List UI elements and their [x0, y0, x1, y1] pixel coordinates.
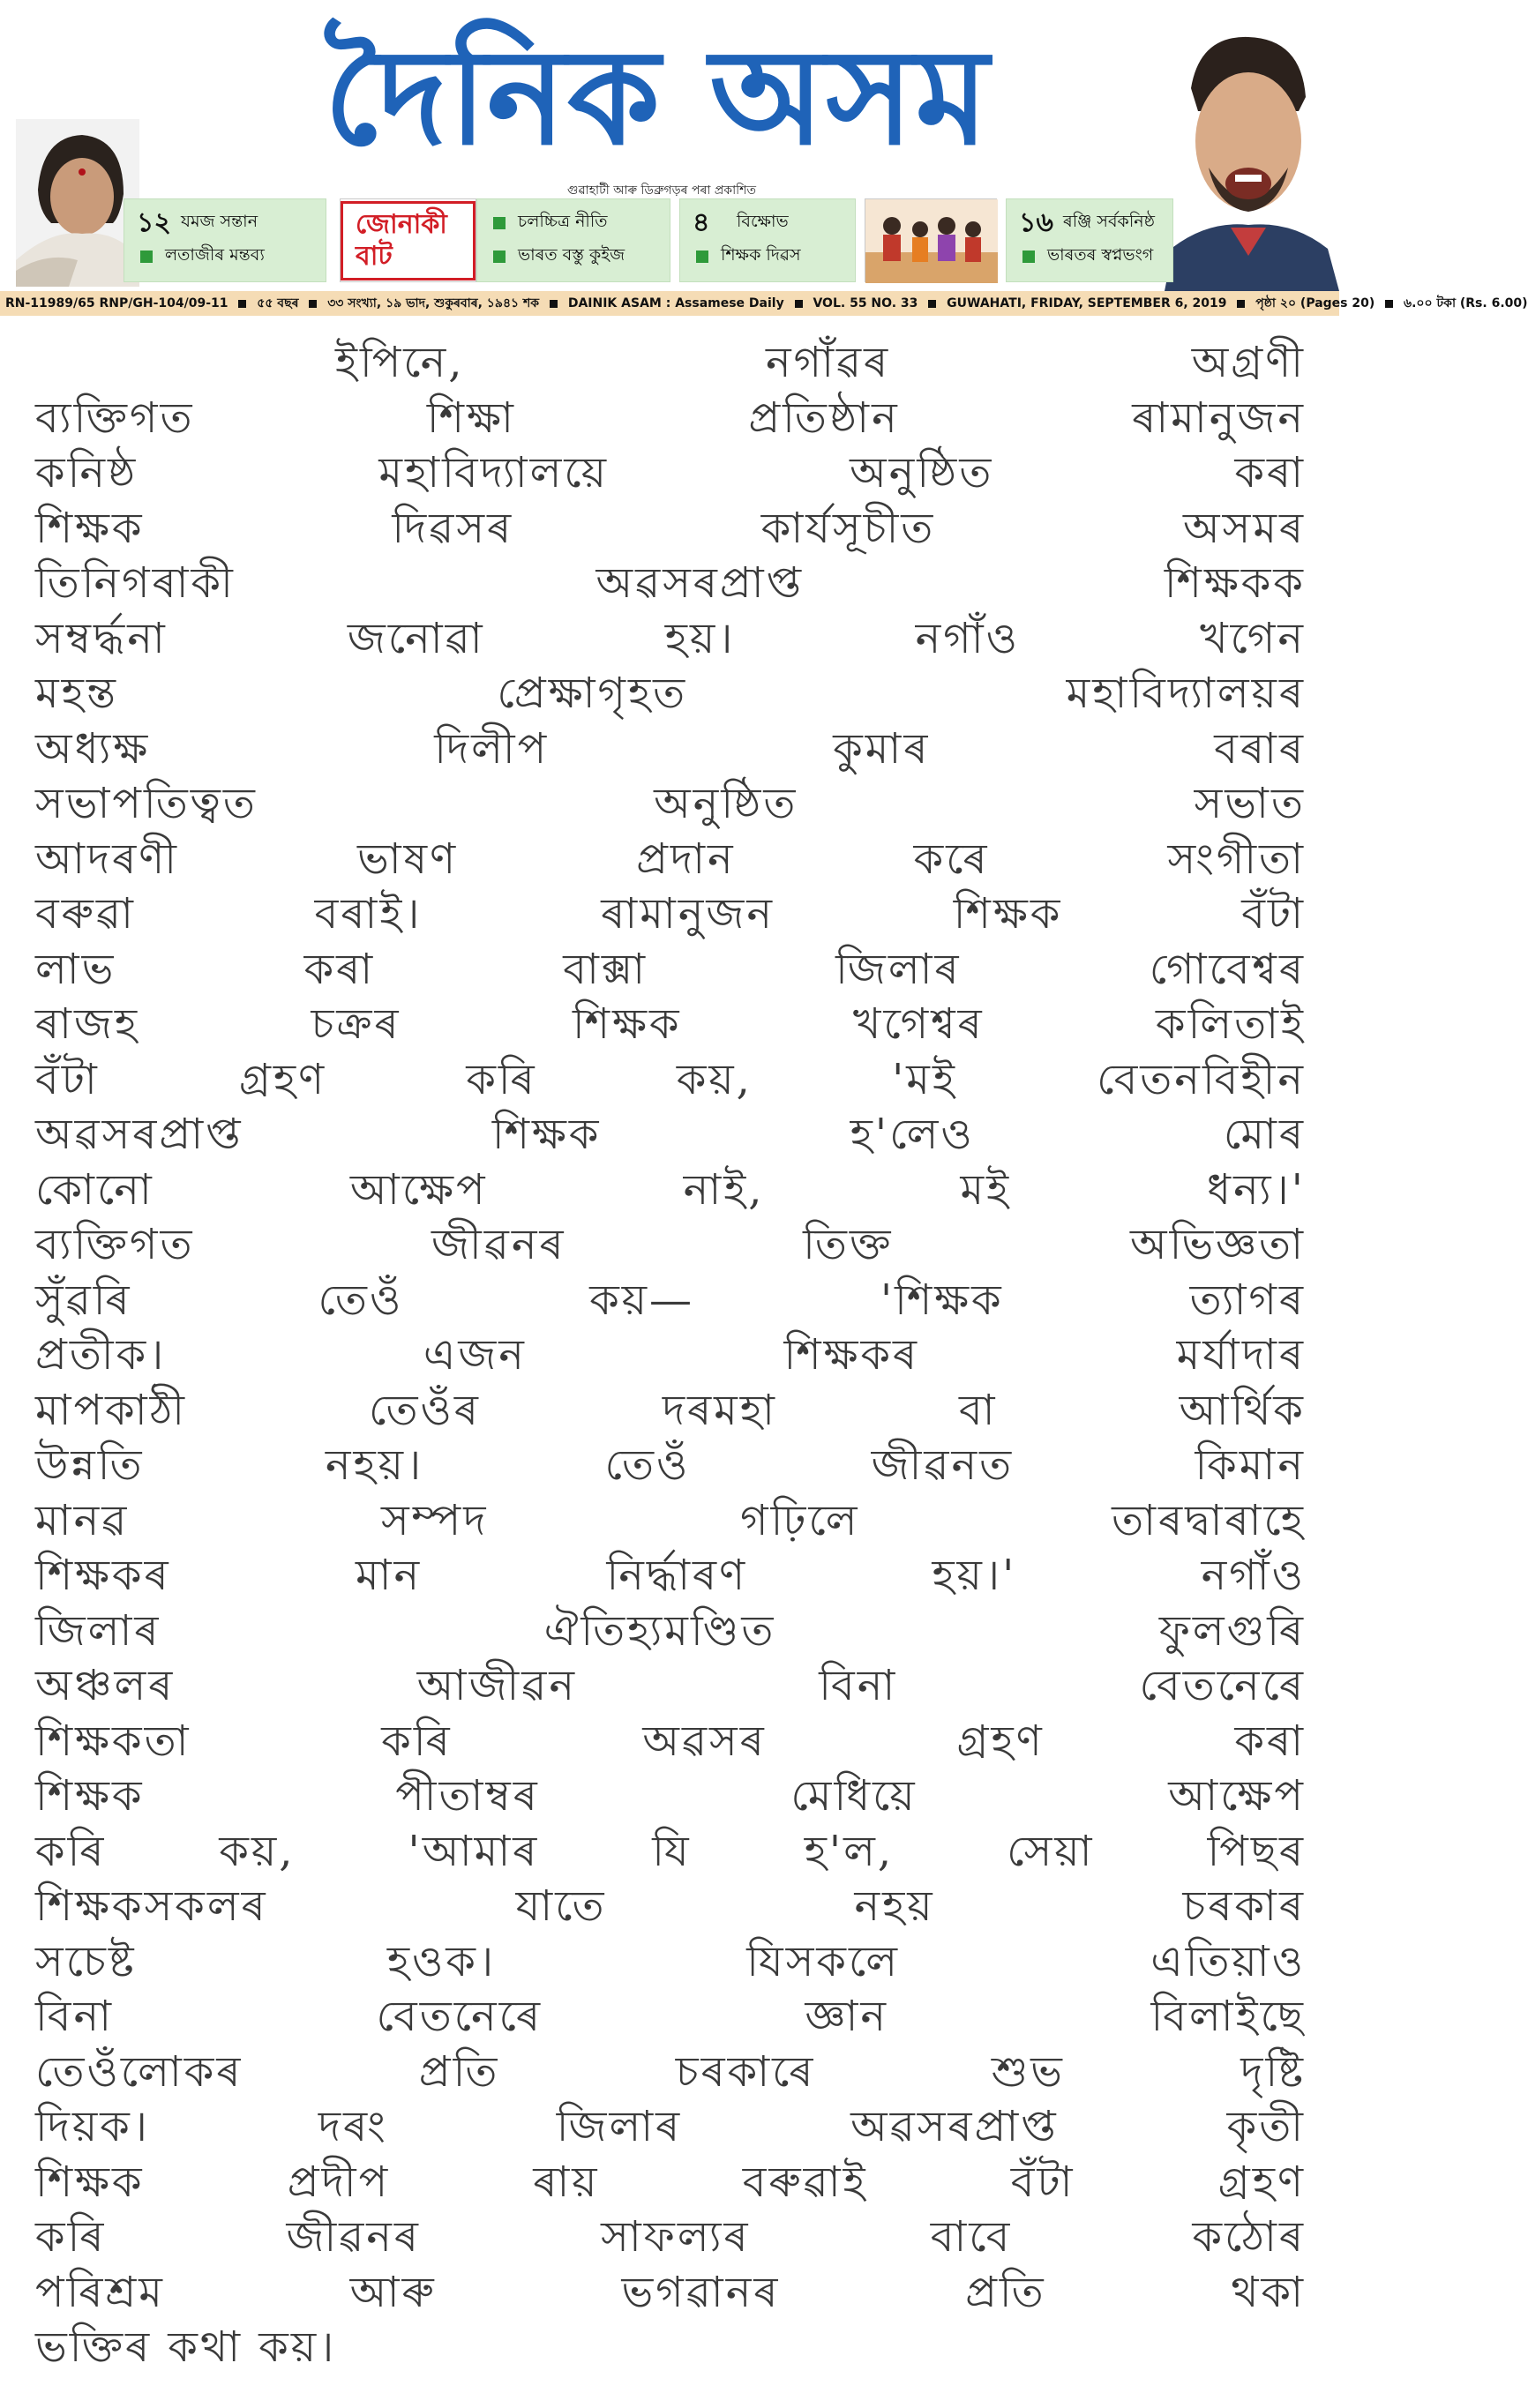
article-line: শিক্ষকৰ মান নিৰ্দ্ধাৰণ হয়।' নগাঁও [35, 1551, 1306, 1600]
teaser-page-number: ৪ [693, 206, 710, 238]
bullet-icon [493, 251, 506, 263]
article-line: বঁটা গ্ৰহণ কৰি কয়, 'মই বেতনবিহীন [35, 1054, 1306, 1104]
article-line: শিক্ষকসকলৰ যাতে নহয় চৰকাৰ [35, 1881, 1306, 1931]
separator-icon [238, 300, 246, 308]
article-line: বৰুৱা বৰাই। ৰামানুজন শিক্ষক বঁটা [35, 889, 1306, 939]
article-line: কৰি জীৱনৰ সাফল্যৰ বাবে কঠোৰ [35, 2212, 1306, 2262]
teaser-item[interactable] [679, 198, 856, 282]
separator-icon [1237, 300, 1245, 308]
separator-icon [795, 300, 803, 308]
bullet-icon [493, 217, 506, 229]
bullet-icon [696, 251, 708, 263]
page-count: পৃষ্ঠা ২০ (Pages 20) [1255, 296, 1375, 310]
article-line: আদৰণী ভাষণ প্ৰদান কৰে সংগীতা [35, 834, 1306, 884]
article-line: কনিষ্ঠ মহাবিদ্যালয়ে অনুষ্ঠিত কৰা [35, 448, 1306, 497]
teaser-sub-label: লতাজীৰ মন্তব্য [165, 245, 265, 265]
article-line: শিক্ষকতা কৰি অৱসৰ গ্ৰহণ কৰা [35, 1716, 1306, 1766]
article-line: ভক্তিৰ কথা কয়। [35, 2322, 337, 2372]
article-line: বিনা বেতনেৰে জ্ঞান বিলাইছে [35, 1992, 1306, 2041]
separator-icon [1385, 300, 1393, 308]
article-line: শিক্ষক পীতাম্বৰ মেধিয়ে আক্ষেপ [35, 1771, 1306, 1821]
issue-date-english: GUWAHATI, FRIDAY, SEPTEMBER 6, 2019 [947, 296, 1227, 310]
article-line: ৰাজহ চক্ৰৰ শিক্ষক খগেশ্বৰ কলিতাই [35, 999, 1306, 1049]
article-line: অধ্যক্ষ দিলীপ কুমাৰ বৰাৰ [35, 723, 1306, 774]
separator-icon [928, 300, 936, 308]
article-line: দিয়ক। দৰং জিলাৰ অৱসৰপ্ৰাপ্ত কৃতী [35, 2102, 1306, 2151]
dateline-bar [0, 291, 1528, 316]
article-line: সভাপতিত্বত অনুষ্ঠিত সভাত [35, 779, 1306, 828]
teaser-label: চলচ্চিত্ৰ নীতি [518, 212, 608, 231]
article-line: ইপিনে, নগাঁৱৰ অগ্ৰণী [335, 338, 1306, 387]
teaser-item[interactable] [476, 198, 670, 282]
article-line: ব্যক্তিগত শিক্ষা প্ৰতিষ্ঠান ৰামানুজন [35, 393, 1306, 443]
teaser-sub-label: ভাৰত বস্তু কুইজ [518, 245, 625, 265]
article-line: কৰি কয়, 'আমাৰ যি হ'ল, সেয়া পিছৰ [35, 1826, 1306, 1876]
teaser-item[interactable] [124, 198, 326, 282]
article-line: পৰিশ্ৰম আৰু ভগৱানৰ প্ৰতি থকা [35, 2267, 1306, 2317]
newspaper-subtitle: গুৱাহাটী আৰু ডিব্ৰুগড়ৰ পৰা প্ৰকাশিত [567, 183, 756, 198]
bullet-icon [140, 251, 153, 263]
article-line: লাভ কৰা বাক্সা জিলাৰ গোবেশ্বৰ [35, 944, 1306, 994]
registration-number: RN-11989/65 RNP/GH-104/09-11 [5, 296, 228, 310]
teaser-label: যমজ সন্তান [181, 212, 258, 231]
article-line: মহন্ত প্ৰেক্ষাগৃহত মহাবিদ্যালয়ৰ [35, 669, 1306, 718]
teaser-sub-label: ভাৰতৰ স্বপ্নভংগ [1047, 245, 1154, 265]
supplement-logo-box[interactable] [340, 198, 476, 282]
article-line: কোনো আক্ষেপ নাই, মই ধন্য।' [35, 1164, 1306, 1215]
article-line: শিক্ষক দিৱসৰ কাৰ্যসূচীত অসমৰ [35, 503, 1306, 553]
article-line: সম্বৰ্দ্ধনা জনোৱা হয়। নগাঁও খগেন [35, 613, 1306, 663]
price: ৬.০০ টকা (Rs. 6.00) [1404, 296, 1528, 310]
supplement-logo: জোনাকী বাট [341, 201, 476, 280]
bullet-icon [1022, 251, 1035, 263]
article-line: ব্যক্তিগত জীৱনৰ তিক্ত অভিজ্ঞতা [35, 1220, 1306, 1269]
teaser-label: ৰঞ্জি সৰ্বকনিষ্ঠ [1063, 212, 1155, 231]
separator-icon [309, 300, 317, 308]
article-line: প্ৰতীক। এজন শিক্ষকৰ মৰ্যাদাৰ [35, 1330, 1306, 1380]
masthead [0, 0, 1528, 318]
teaser-item[interactable] [1006, 198, 1173, 282]
teaser-page-number: ১৬ [1019, 206, 1053, 238]
article-line: মানৱ সম্পদ গঢ়িলে তাৰদ্বাৰাহে [35, 1495, 1306, 1545]
year-of-publication: ৫৫ বছৰ [257, 296, 299, 310]
portrait-left-image [16, 119, 139, 287]
article-line: মাপকাঠী তেওঁৰ দৰমহা বা আৰ্থিক [35, 1385, 1306, 1435]
article-line: তিনিগৰাকী অৱসৰপ্ৰাপ্ত শিক্ষকক [35, 558, 1306, 608]
article-line: সুঁৱৰি তেওঁ কয়— 'শিক্ষক ত্যাগৰ [35, 1275, 1306, 1325]
teaser-thumbnail-image[interactable] [865, 198, 997, 282]
separator-icon [550, 300, 558, 308]
article-body [35, 335, 1306, 2390]
teaser-sub-label: শিক্ষক দিৱস [721, 245, 801, 265]
newspaper-title: দৈনিক অসম [324, 19, 991, 175]
volume-number: VOL. 55 NO. 33 [813, 296, 918, 310]
article-line: জিলাৰ ঐতিহ্যমণ্ডিত ফুলগুৰি [35, 1605, 1306, 1656]
teaser-label: বিক্ষোভ [737, 212, 789, 231]
paper-name-english: DAINIK ASAM : Assamese Daily [567, 296, 784, 310]
teaser-strip [124, 198, 1173, 282]
teaser-page-number: ১২ [137, 206, 171, 238]
article-line: শিক্ষক প্ৰদীপ ৰায় বৰুৱাই বঁটা গ্ৰহণ [35, 2157, 1306, 2207]
article-line: উন্নতি নহয়। তেওঁ জীৱনত কিমান [35, 1440, 1306, 1490]
article-line: অৱসৰপ্ৰাপ্ত শিক্ষক হ'লেও মোৰ [35, 1110, 1306, 1159]
article-line: তেওঁলোকৰ প্ৰতি চৰকাৰে শুভ দৃষ্টি [35, 2046, 1306, 2097]
issue-date-assamese: ৩৩ সংখ্যা, ১৯ ভাদ, শুকুৰবাৰ, ১৯৪১ শক [327, 296, 540, 310]
article-line: অঞ্চলৰ আজীৱন বিনা বেতনেৰে [35, 1661, 1306, 1710]
portrait-right-image [1147, 26, 1339, 291]
article-line: সচেষ্ট হওক। যিসকলে এতিয়াও [35, 1936, 1306, 1986]
